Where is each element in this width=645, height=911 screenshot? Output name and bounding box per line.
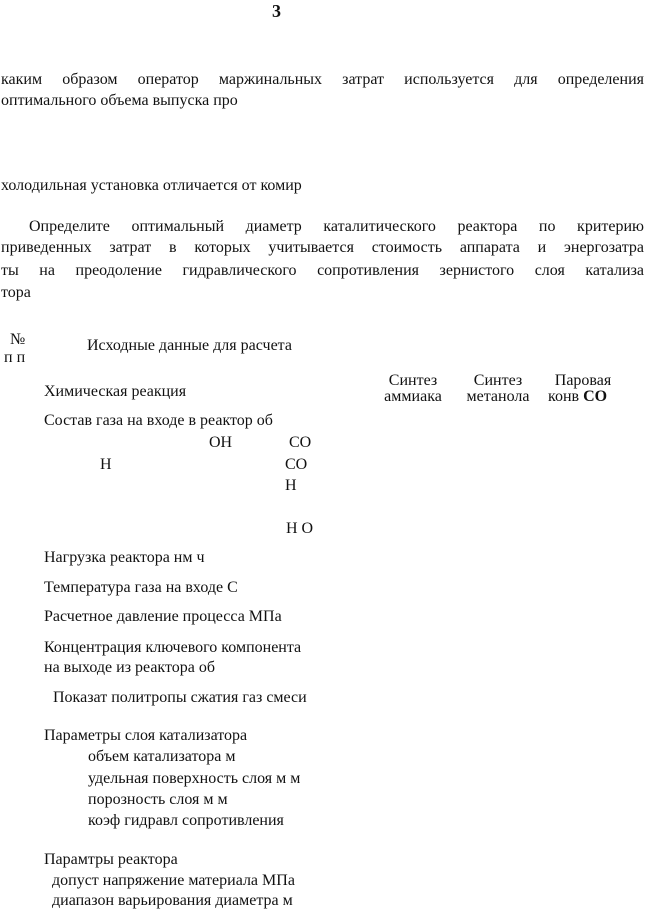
col-steam-prefix: конв [548, 388, 580, 405]
row-load: Нагрузка реактора нм ч [44, 549, 205, 566]
row-gas-composition: Состав газа на входе в реактор об [44, 412, 273, 429]
row-allowable-stress: допуст напряжение материала МПа [52, 872, 295, 889]
question-1-line-1: каким образом оператор маржинальных затрат используется для определения [1, 71, 644, 88]
page-number: 3 [272, 1, 281, 21]
comp-co-2: CO [285, 456, 308, 473]
row-concentration-1: Концентрация ключевого компонента [44, 639, 302, 656]
task-line-2: приведенных затрат в которых учитывается стоимость аппарата и энергозатра [1, 239, 644, 256]
table-num-header-2: п п [4, 349, 26, 366]
table-num-header-1: № [10, 331, 26, 348]
comp-oh: OH [209, 434, 233, 451]
table-data-header: Исходные данные для расчета [87, 337, 292, 354]
row-diameter-range: диапазон варьирования диаметра м [52, 892, 293, 909]
row-specific-surface: удельная поверхность слоя м м [88, 770, 301, 787]
comp-h2o: Н O [286, 520, 314, 537]
task-line-4: тора [1, 284, 31, 301]
col-methanol-line-2: метанола [466, 388, 530, 405]
row-catalyst-params: Параметры слоя катализатора [44, 727, 248, 744]
question-1-line-2: оптимального объема выпуска про [1, 92, 238, 109]
row-catalyst-volume: объем катализатора м [88, 748, 236, 765]
row-pressure: Расчетное давление процесса МПа [44, 608, 282, 625]
comp-h2: H [285, 477, 297, 494]
task-line-3: ты на преодоление гидравлического сопротивления зернистого слоя катализа [1, 262, 644, 279]
row-polytrope: Показат политропы сжатия газ смеси [53, 689, 307, 706]
task-line-1: Определите оптимальный диаметр каталитического реактора по критерию [29, 218, 644, 235]
comp-co-1: CO [289, 434, 312, 451]
col-ammonia-line-1: Синтез [388, 372, 438, 389]
row-reactor-params: Парамтры реактора [44, 851, 178, 868]
question-2: холодильная установка отличается от комир [1, 177, 302, 194]
row-porosity: порозность слоя м м [88, 791, 228, 808]
row-hydraulic-coef: коэф гидравл сопротивления [88, 812, 284, 829]
col-steam-co: CO [583, 388, 608, 405]
col-ammonia-line-2: аммиака [384, 388, 442, 405]
row-temperature: Температура газа на входе С [44, 579, 238, 596]
col-methanol-line-1: Синтез [473, 372, 523, 389]
row-reaction: Химическая реакция [44, 383, 187, 400]
col-steam-line-1: Паровая [554, 372, 612, 389]
row-concentration-2: на выходе из реактора об [44, 659, 216, 676]
comp-h: Н [100, 456, 112, 473]
col-steam-line-2 [548, 387, 607, 406]
